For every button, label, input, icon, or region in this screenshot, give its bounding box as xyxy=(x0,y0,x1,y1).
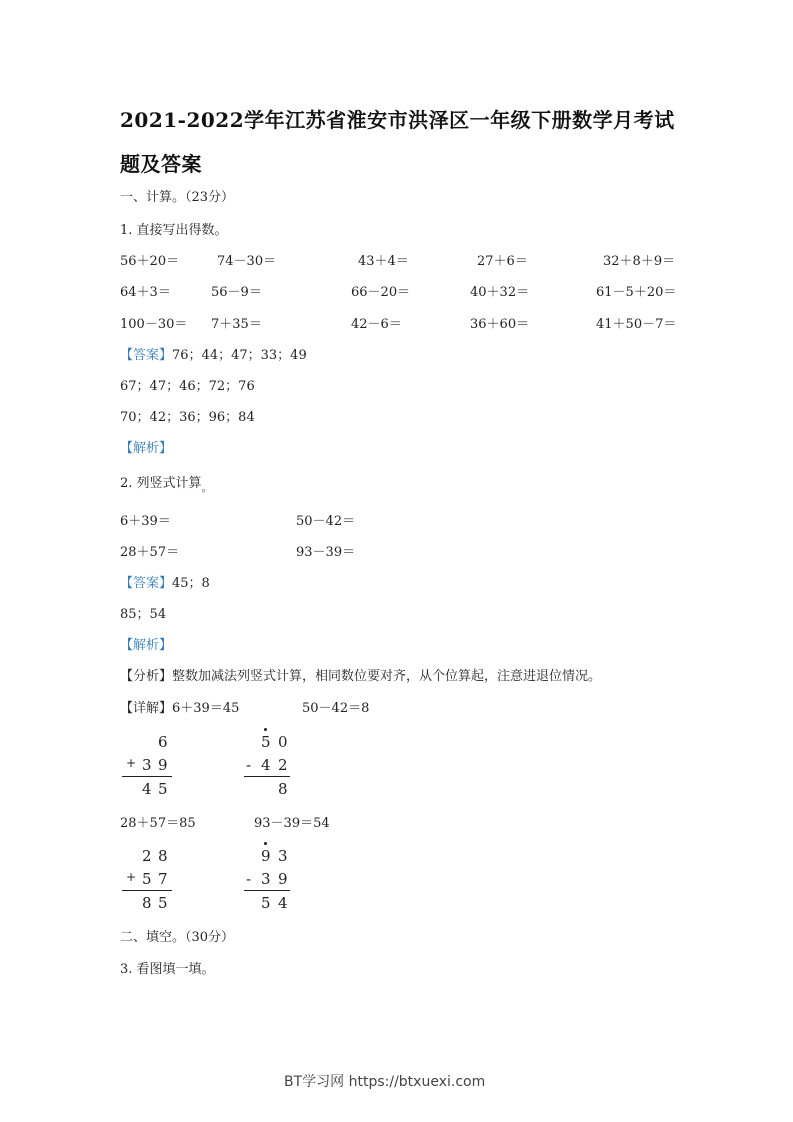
expression: 64＋3＝ xyxy=(120,285,171,300)
expression: 7＋35＝ xyxy=(211,317,262,332)
question-1-analysis-tag: 【解析】 xyxy=(120,441,173,456)
expression: 42－6＝ xyxy=(351,317,402,332)
digit: 8 xyxy=(278,780,288,798)
document-title-line2: 题及答案 xyxy=(120,152,202,176)
expression: 56＋20＝ xyxy=(120,254,180,269)
digit: 4 xyxy=(261,756,271,774)
expression: 56－9＝ xyxy=(211,285,262,300)
detail-equation-1: 6＋39＝45 xyxy=(172,701,240,716)
expression: 100－30＝ xyxy=(120,317,188,332)
question-1-answer xyxy=(120,344,307,363)
expression: 50－42＝ xyxy=(296,514,356,529)
document-title-line1: 2021-2022学年江苏省淮安市洪泽区一年级下册数学月考试 xyxy=(120,108,675,132)
question-3-prompt: 3. 看图填一填。 xyxy=(120,962,215,977)
digit: 5 xyxy=(158,894,168,912)
digit: 3 xyxy=(142,756,152,774)
digit: 3 xyxy=(261,870,271,888)
page-footer-watermark: BT学习网 https://btxuexi.com xyxy=(284,1074,486,1090)
expression: 32＋8＋9＝ xyxy=(603,254,676,269)
underline xyxy=(244,776,290,777)
answer-tag: 【答案】 xyxy=(120,348,173,363)
underline xyxy=(244,890,290,891)
digit: 9 xyxy=(261,847,271,865)
expression: 61－5＋20＝ xyxy=(596,285,677,300)
borrow-dot xyxy=(264,842,267,845)
underline xyxy=(122,776,172,777)
expression: 6＋39＝ xyxy=(120,514,171,529)
question-1-prompt: 1. 直接写出得数。 xyxy=(120,223,228,238)
digit: 9 xyxy=(158,756,168,774)
answer-text: 45；8 xyxy=(172,576,210,591)
fenxi-tag: 【分析】 xyxy=(120,669,173,684)
digit: 3 xyxy=(278,847,288,865)
answer-tag: 【答案】 xyxy=(120,576,173,591)
expression: 66－20＝ xyxy=(351,285,411,300)
detail-equation-4: 93－39＝54 xyxy=(254,816,330,831)
prompt-period: 。 xyxy=(201,481,213,494)
expression: 27＋6＝ xyxy=(477,254,528,269)
expression: 93－39＝ xyxy=(296,545,356,560)
operator-sign: + xyxy=(126,870,137,884)
digit: 0 xyxy=(278,733,288,751)
section-heading-calculation: 一、计算。（23分） xyxy=(120,190,235,205)
digit: 9 xyxy=(278,870,288,888)
digit: 5 xyxy=(158,780,168,798)
operator-sign: + xyxy=(126,756,137,770)
detail-equation-2: 50－42＝8 xyxy=(302,701,370,716)
borrow-dot xyxy=(264,728,267,731)
operator-sign: - xyxy=(246,870,252,888)
operator-sign: - xyxy=(246,756,252,774)
expression: 40＋32＝ xyxy=(470,285,530,300)
question-2-analysis-tag: 【解析】 xyxy=(120,638,173,653)
digit: 4 xyxy=(278,894,288,912)
digit: 4 xyxy=(142,780,152,798)
expression: 36＋60＝ xyxy=(470,317,530,332)
section-heading-fill-in: 二、填空。（30分） xyxy=(120,930,235,945)
question-1-answer-line-2: 67；47；46；72；76 xyxy=(120,379,255,394)
prompt-text: 2. 列竖式计算 xyxy=(120,476,202,491)
question-2-fenxi xyxy=(120,665,601,684)
digit: 8 xyxy=(142,894,152,912)
detail-equation-3: 28＋57＝85 xyxy=(120,816,196,831)
digit: 2 xyxy=(142,847,152,865)
digit: 5 xyxy=(142,870,152,888)
question-2-prompt xyxy=(120,472,213,494)
expression: 43＋4＝ xyxy=(358,254,409,269)
expression: 74－30＝ xyxy=(217,254,277,269)
question-2-answer xyxy=(120,572,210,591)
digit: 7 xyxy=(158,870,168,888)
expression: 41＋50－7＝ xyxy=(596,317,677,332)
digit: 5 xyxy=(261,894,271,912)
fenxi-text: 整数加减法列竖式计算，相同数位要对齐，从个位算起，注意进退位情况。 xyxy=(172,669,602,684)
underline xyxy=(122,890,172,891)
digit: 5 xyxy=(261,733,271,751)
expression: 28＋57＝ xyxy=(120,545,180,560)
digit: 2 xyxy=(278,756,288,774)
digit: 6 xyxy=(158,733,168,751)
answer-text: 76；44；47；33；49 xyxy=(172,348,307,363)
question-2-detail xyxy=(120,697,239,716)
detail-tag: 【详解】 xyxy=(120,701,173,716)
question-1-answer-line-3: 70；42；36；96；84 xyxy=(120,410,255,425)
digit: 8 xyxy=(158,847,168,865)
question-2-answer-line-2: 85；54 xyxy=(120,607,167,622)
